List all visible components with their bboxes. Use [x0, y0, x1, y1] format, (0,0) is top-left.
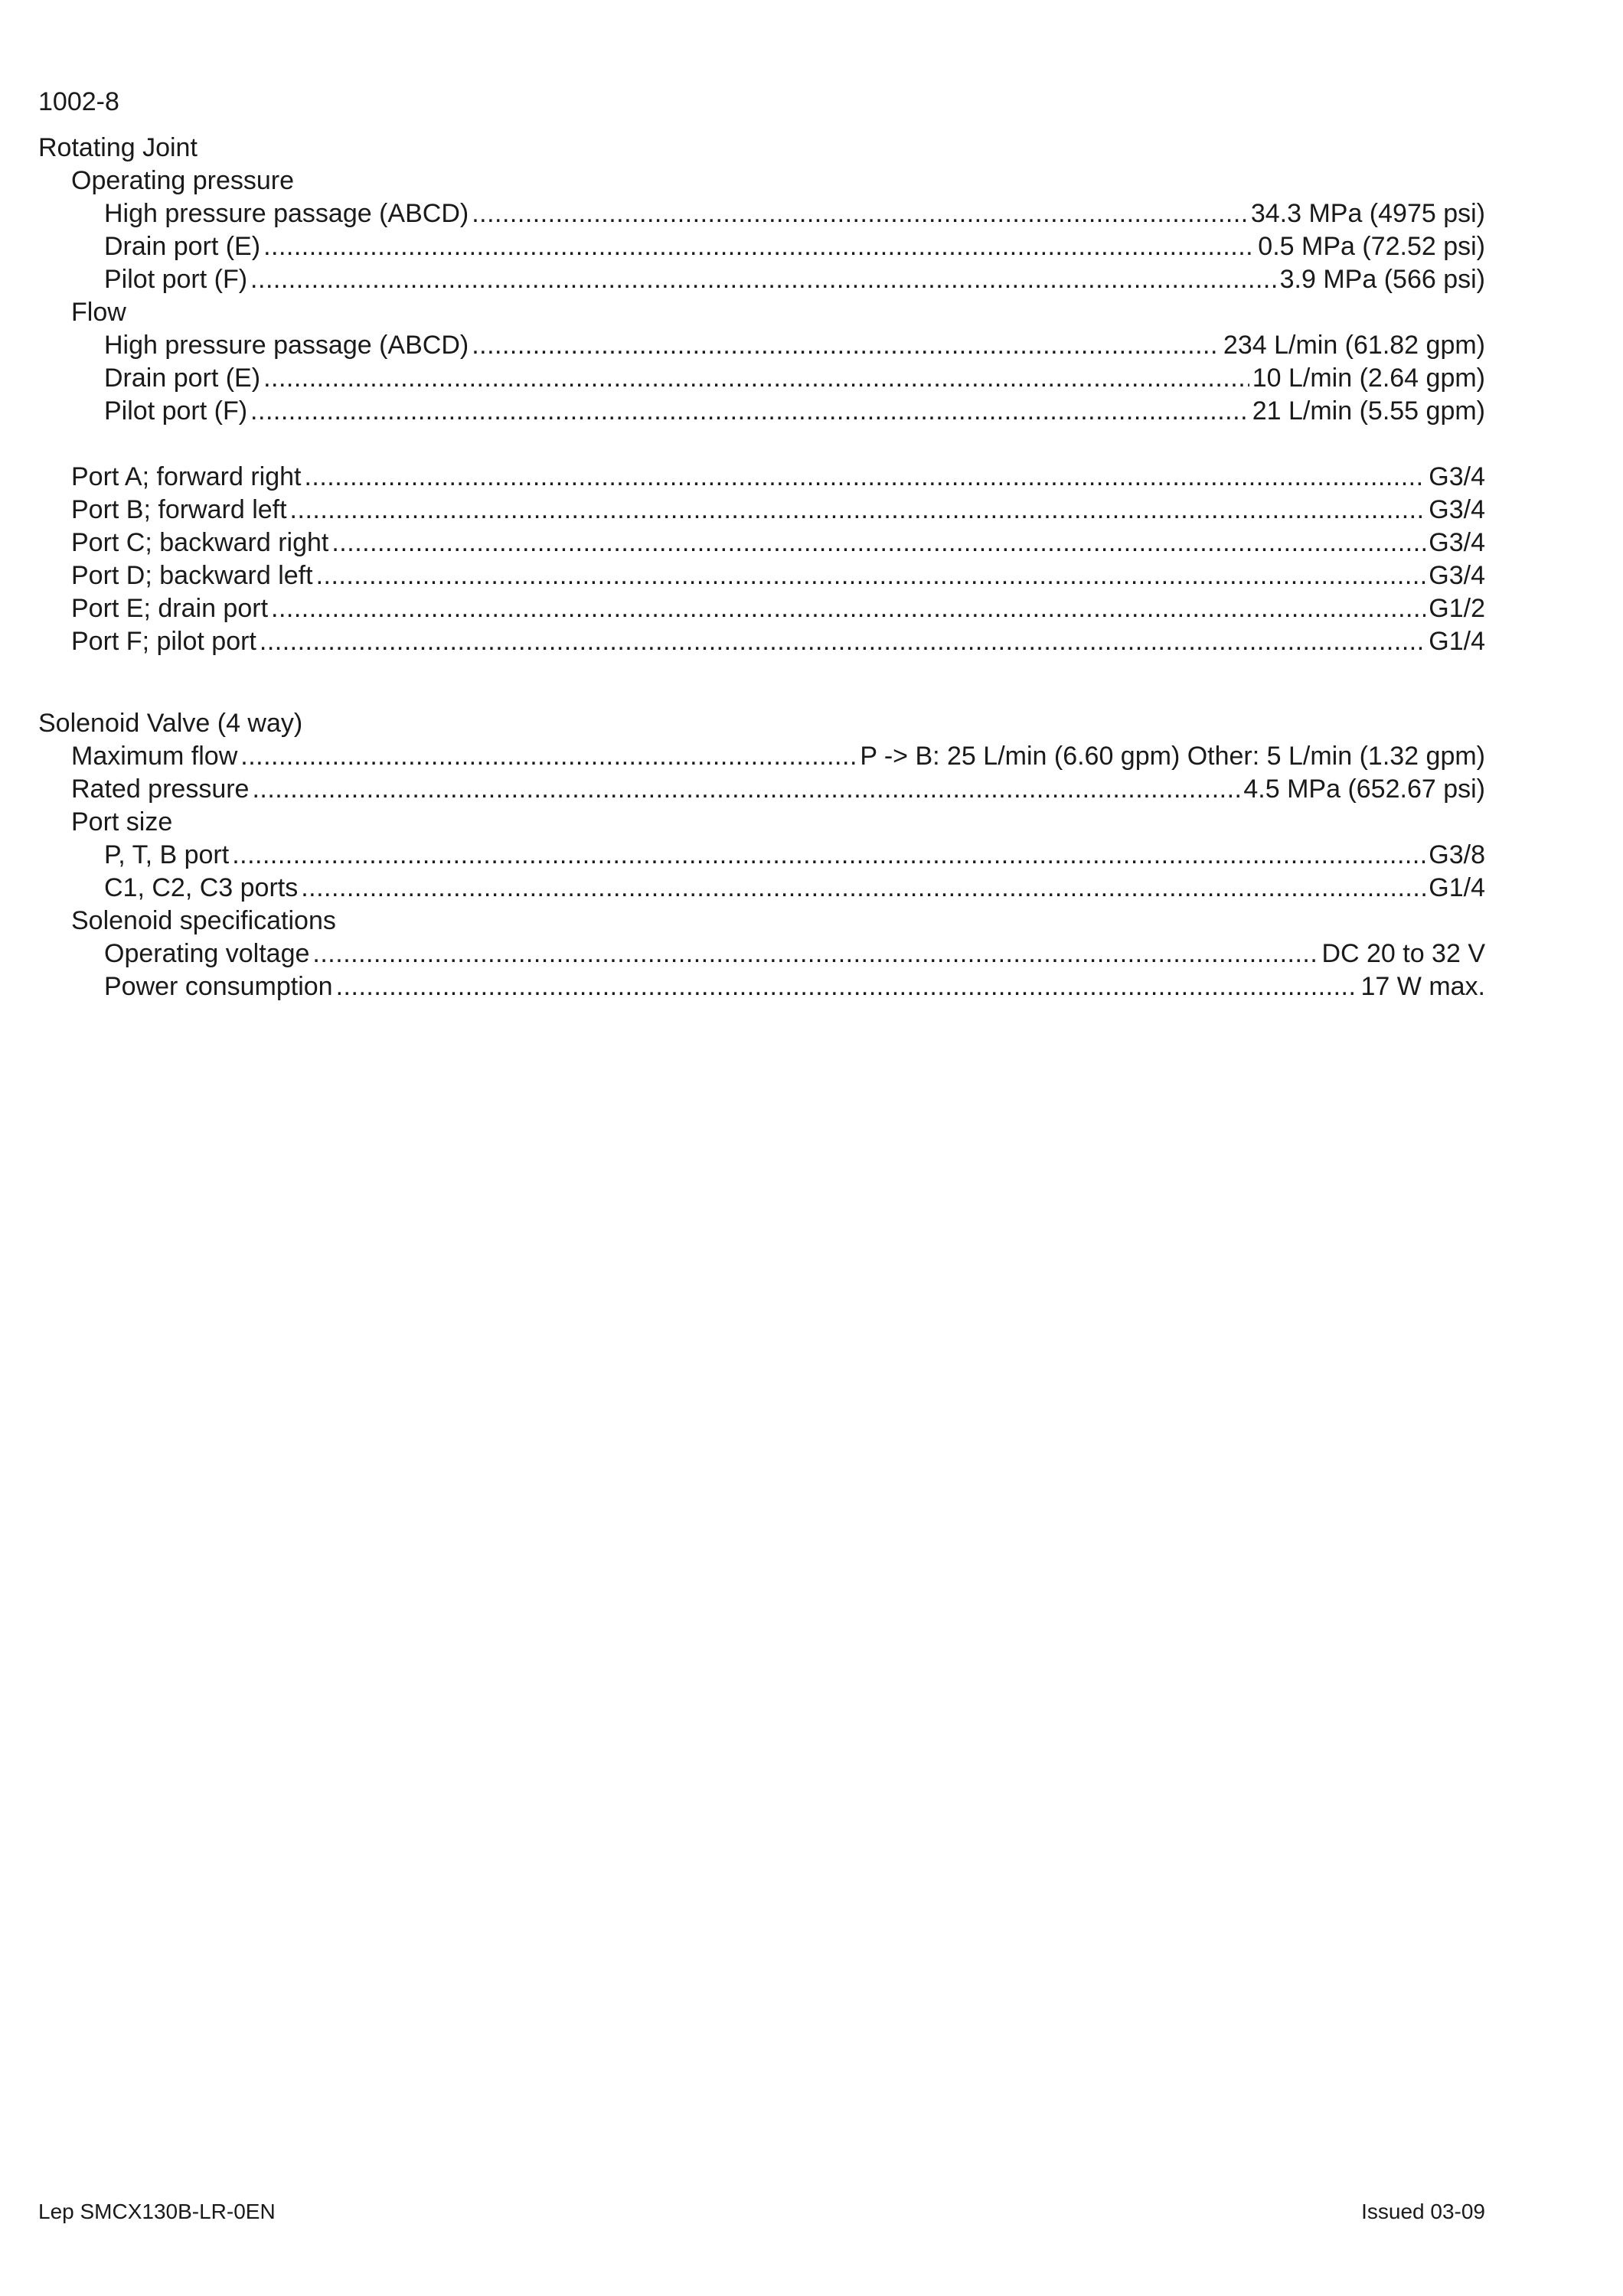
- dot-leader: [472, 197, 1248, 230]
- spec-row: [38, 230, 1485, 263]
- spec-row: [38, 872, 1485, 905]
- port-row: [38, 461, 1485, 494]
- spec-label: Pilot port (F): [104, 265, 248, 294]
- dot-leader: [250, 263, 1277, 296]
- spec-value: 17 W max.: [1360, 972, 1485, 1001]
- spec-row: [38, 773, 1485, 806]
- spec-value: 0.5 MPa (72.52 psi): [1258, 232, 1485, 261]
- spec-value: 10 L/min (2.64 gpm): [1252, 364, 1485, 393]
- dot-leader: [250, 395, 1249, 428]
- spec-value: G1/4: [1429, 873, 1485, 902]
- dot-leader: [316, 559, 1426, 592]
- spec-value: DC 20 to 32 V: [1321, 939, 1485, 968]
- port-label: Port E; drain port: [71, 594, 269, 623]
- port-row: [38, 494, 1485, 527]
- port-row: [38, 592, 1485, 625]
- dot-leader: [260, 625, 1425, 658]
- dot-leader: [312, 938, 1318, 970]
- spec-label: Drain port (E): [104, 364, 261, 393]
- spec-label: C1, C2, C3 ports: [104, 873, 299, 902]
- operating-pressure-title: Operating pressure: [71, 166, 295, 195]
- dot-leader: [304, 461, 1425, 494]
- port-value: G3/4: [1429, 528, 1485, 557]
- spec-row: [38, 263, 1485, 296]
- spec-label: Operating voltage: [104, 939, 310, 968]
- port-value: G3/4: [1429, 462, 1485, 491]
- spec-label: Drain port (E): [104, 232, 261, 261]
- spec-row: [38, 329, 1485, 362]
- spec-label: Power consumption: [104, 972, 333, 1001]
- dot-leader: [290, 494, 1426, 527]
- port-row: [38, 625, 1485, 658]
- port-value: G3/4: [1429, 561, 1485, 590]
- dot-leader: [472, 329, 1220, 362]
- port-row: [38, 527, 1485, 559]
- dot-leader: [232, 839, 1425, 872]
- port-label: Port D; backward left: [71, 561, 313, 590]
- spec-value: P -> B: 25 L/min (6.60 gpm) Other: 5 L/min (1.32 gpm): [860, 742, 1485, 771]
- spec-row: [38, 362, 1485, 395]
- issue-date: Issued 03-09: [1361, 2200, 1485, 2223]
- dot-leader: [240, 740, 857, 773]
- spec-value: 3.9 MPa (566 psi): [1279, 265, 1485, 294]
- dot-leader: [331, 527, 1425, 559]
- spec-value: 4.5 MPa (652.67 psi): [1243, 775, 1485, 804]
- spec-value: 34.3 MPa (4975 psi): [1250, 199, 1485, 228]
- port-label: Port C; backward right: [71, 528, 329, 557]
- solenoid-valve-title: Solenoid Valve (4 way): [38, 709, 303, 738]
- spec-value: 234 L/min (61.82 gpm): [1223, 331, 1485, 360]
- spec-label: Rated pressure: [71, 775, 250, 804]
- spec-row: [38, 197, 1485, 230]
- port-size-title: Port size: [71, 807, 173, 837]
- spec-row: [38, 938, 1485, 970]
- spacer: [38, 428, 1485, 461]
- dot-leader: [263, 230, 1255, 263]
- port-label: Port F; pilot port: [71, 627, 256, 656]
- dot-leader: [263, 362, 1249, 395]
- document-reference: Lep SMCX130B-LR-0EN: [38, 2200, 276, 2223]
- rotating-joint-title: Rotating Joint: [38, 133, 198, 162]
- spec-row: [38, 970, 1485, 1003]
- spec-label: High pressure passage (ABCD): [104, 199, 469, 228]
- spec-row: [38, 740, 1485, 773]
- rotating-joint-section: [38, 132, 1485, 658]
- flow-title: Flow: [71, 298, 126, 327]
- solenoid-specifications-title: Solenoid specifications: [71, 906, 336, 935]
- dot-leader: [252, 773, 1240, 806]
- spec-label: P, T, B port: [104, 840, 230, 869]
- dot-leader: [301, 872, 1425, 905]
- port-value: G1/2: [1429, 594, 1485, 623]
- spec-row: [38, 839, 1485, 872]
- port-label: Port B; forward left: [71, 495, 287, 524]
- port-label: Port A; forward right: [71, 462, 302, 491]
- dot-leader: [271, 592, 1425, 625]
- spec-row: [38, 395, 1485, 428]
- spec-label: Maximum flow: [71, 742, 238, 771]
- port-value: G3/4: [1429, 495, 1485, 524]
- spec-label: Pilot port (F): [104, 396, 248, 426]
- spec-label: High pressure passage (ABCD): [104, 331, 469, 360]
- port-value: G1/4: [1429, 627, 1485, 656]
- dot-leader: [336, 970, 1358, 1003]
- spec-value: G3/8: [1429, 840, 1485, 869]
- port-row: [38, 559, 1485, 592]
- spec-value: 21 L/min (5.55 gpm): [1252, 396, 1485, 426]
- solenoid-valve-section: [38, 707, 1485, 1003]
- page-number: 1002-8: [38, 87, 119, 116]
